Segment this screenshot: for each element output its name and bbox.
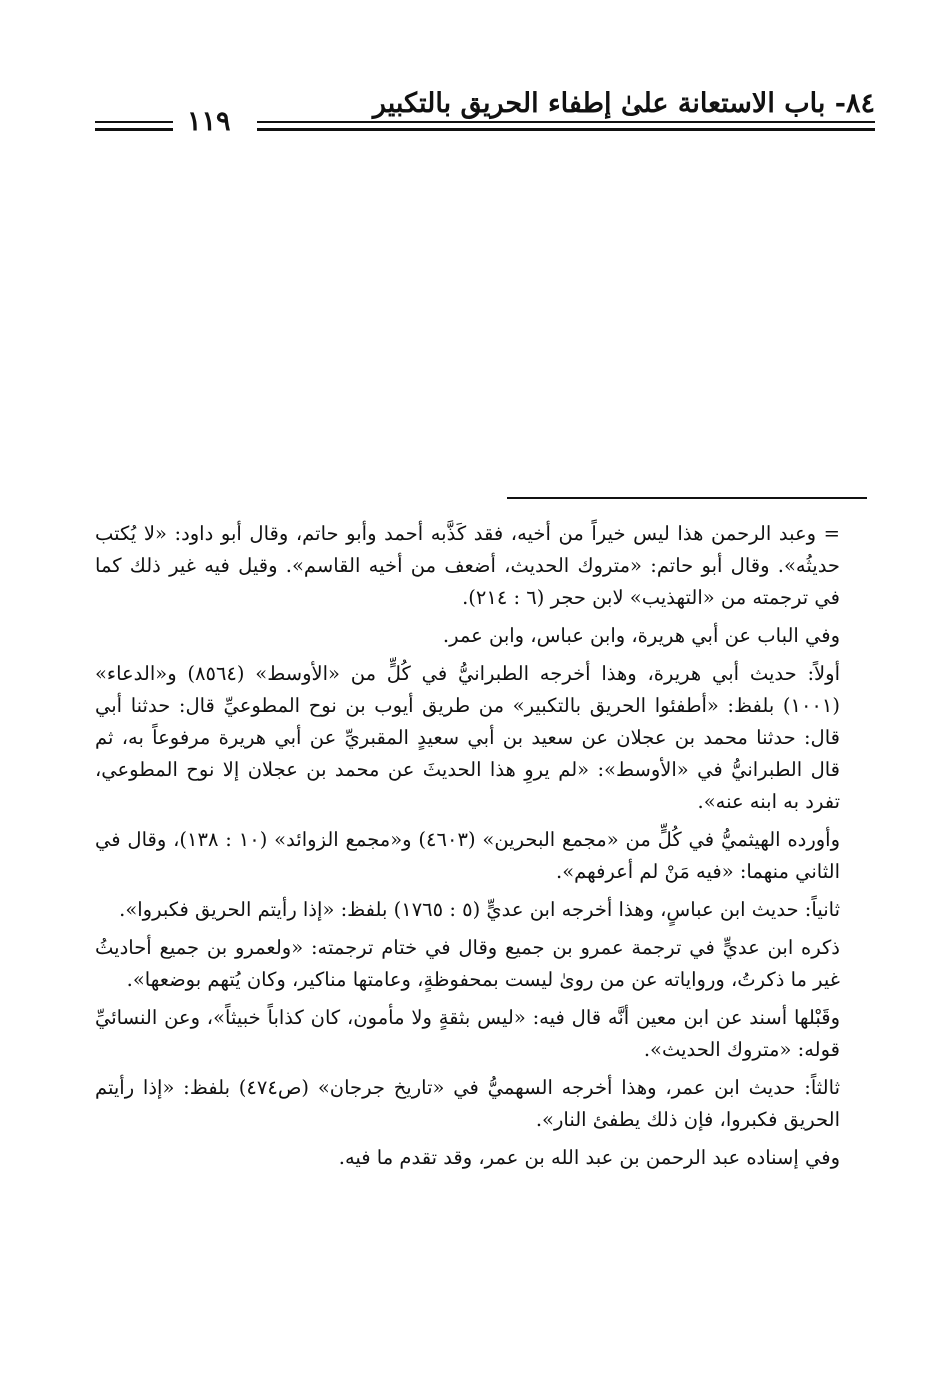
header-rule-left [95, 121, 173, 131]
footnotes [95, 518, 840, 1180]
page-header [95, 88, 875, 140]
footnote-paragraph: وقَبْلها أسند عن ابن معين أنَّه قال فيه: «ليس بثقةٍ ولا مأمون، كان كذاباً خبيثاً»، وعن النسائيِّ قوله: «متروك الحديث». [95, 1006, 840, 1061]
footnote-paragraph: = وعبد الرحمن هذا ليس خيراً من أخيه، فقد كَذَّبه أحمد وأبو حاتم، وقال أبو داود: «لا يُكتب حديثُه». وقال أبو حاتم: «متروك الحديث، أضعف من أخيه القاسم». وقيل فيه غير ذلك كما في ترجمته من «التهذيب» لابن حجر (٦ : ٢١٤). [95, 522, 840, 609]
footnote-paragraph: ثالثاً: حديث ابن عمر، وهذا أخرجه السهميُّ في «تاريخ جرجان» (ص٤٧٤) بلفظ: «إذا رأيتم الحريق فكبروا، فإن ذلك يطفئ النار». [95, 1076, 840, 1131]
footnote-paragraph: وفي إسناده عبد الرحمن بن عبد الله بن عمر، وقد تقدم ما فيه. [338, 1146, 840, 1169]
footnote-separator [507, 497, 867, 499]
footnote-paragraph: أولاً: حديث أبي هريرة، وهذا أخرجه الطبرانيُّ في كُلٍّ من «الأوسط» (٨٥٦٤) و«الدعاء» (١٠٠١) بلفظ: «أطفئوا الحريق بالتكبير» من طريق أيوب بن نوح المطوعيِّ قال: حدثنا أبي قال: حدثنا محمد بن عجلان عن سعيد بن أبي سعيدٍ المقبريِّ عن أبي هريرة مرفوعاً به، ثم قال الطبرانيُّ في «الأوسط»: «لم يروِ هذا الحديثَ عن محمد بن عجلان إلا نوح المطوعي، تفرد به ابنه عنه». [95, 662, 840, 813]
footnote-paragraph: ثانياً: حديث ابن عباسٍ، وهذا أخرجه ابن عديٍّ (٥ : ١٧٦٥) بلفظ: «إذا رأيتم الحريق فكبروا». [119, 898, 840, 921]
footnote-paragraph: ذكره ابن عديٍّ في ترجمة عمرو بن جميع وقال في ختام ترجمته: «ولعمرو بن جميع أحاديثُ غير ما ذكرتُ، ورواياته عن من روىٰ ليست بمحفوظةٍ، وعامتها مناكير، وكان يُتهم بوضعها». [95, 936, 840, 991]
chapter-title: ٨٤- باب الاستعانة علىٰ إطفاء الحريق بالتكبير [372, 88, 875, 119]
header-rule-right [257, 121, 875, 131]
page-number: ١١٩ [187, 106, 231, 137]
footnote-paragraph: وفي الباب عن أبي هريرة، وابن عباس، وابن عمر. [442, 624, 840, 647]
footnote-paragraph: وأورده الهيثميُّ في كُلٍّ من «مجمع البحرين» (٤٦٠٣) و«مجمع الزوائد» (١٠ : ١٣٨)، وقال في الثاني منهما: «فيه مَنْ لم أعرفهم». [95, 828, 841, 883]
